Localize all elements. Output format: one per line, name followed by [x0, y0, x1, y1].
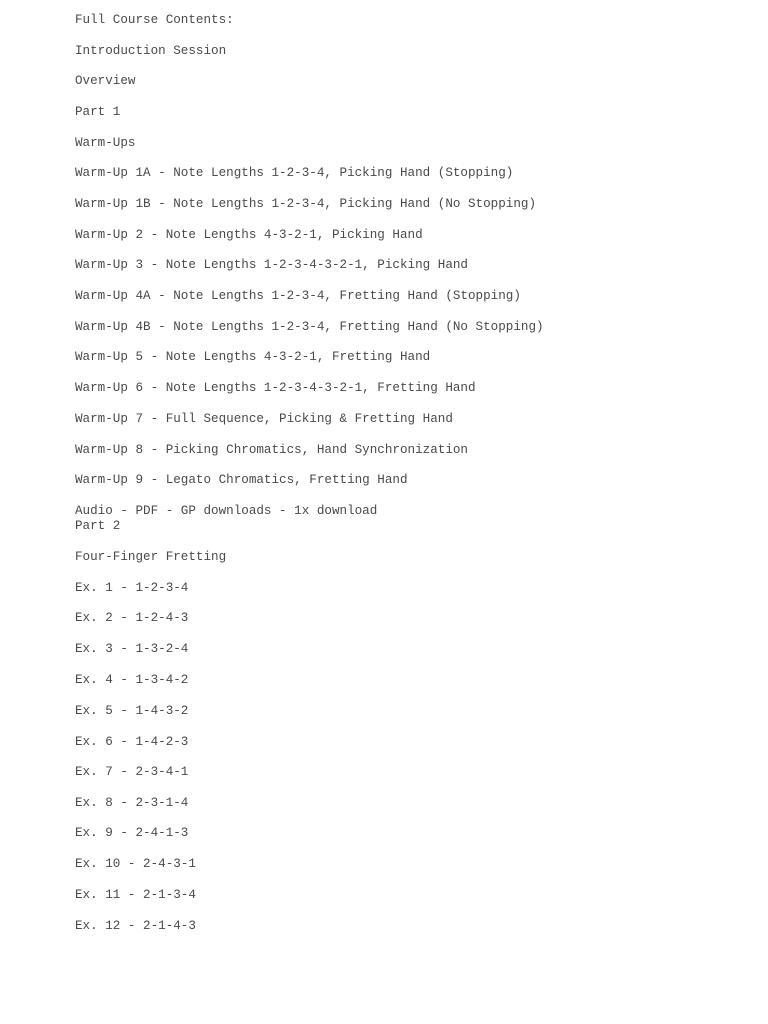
section-introduction: Introduction Session	[75, 44, 227, 58]
exercise-10: Ex. 10 - 2-4-3-1	[75, 857, 196, 871]
exercise-5: Ex. 5 - 1-4-3-2	[75, 704, 189, 718]
exercise-7: Ex. 7 - 2-3-4-1	[75, 765, 189, 779]
warm-up-4a: Warm-Up 4A - Note Lengths 1-2-3-4, Fretting Hand (Stopping)	[75, 289, 521, 303]
warm-up-1b: Warm-Up 1B - Note Lengths 1-2-3-4, Picking Hand (No Stopping)	[75, 197, 537, 211]
exercise-4: Ex. 4 - 1-3-4-2	[75, 673, 189, 687]
downloads-line: Audio - PDF - GP downloads - 1x download	[75, 504, 378, 518]
warm-ups-heading: Warm-Ups	[75, 136, 136, 150]
exercise-11: Ex. 11 - 2-1-3-4	[75, 888, 196, 902]
exercise-9: Ex. 9 - 2-4-1-3	[75, 826, 189, 840]
warm-up-5: Warm-Up 5 - Note Lengths 4-3-2-1, Fretting Hand	[75, 350, 431, 364]
exercise-12: Ex. 12 - 2-1-4-3	[75, 919, 196, 933]
document-title: Full Course Contents:	[75, 13, 234, 27]
warm-up-2: Warm-Up 2 - Note Lengths 4-3-2-1, Picking Hand	[75, 228, 423, 242]
warm-up-8: Warm-Up 8 - Picking Chromatics, Hand Synchronization	[75, 443, 468, 457]
exercise-3: Ex. 3 - 1-3-2-4	[75, 642, 189, 656]
part-1-heading: Part 1	[75, 105, 121, 119]
section-overview: Overview	[75, 74, 136, 88]
warm-up-4b: Warm-Up 4B - Note Lengths 1-2-3-4, Fretting Hand (No Stopping)	[75, 320, 544, 334]
exercise-6: Ex. 6 - 1-4-2-3	[75, 735, 189, 749]
four-finger-heading: Four-Finger Fretting	[75, 550, 227, 564]
warm-up-1a: Warm-Up 1A - Note Lengths 1-2-3-4, Picking Hand (Stopping)	[75, 166, 514, 180]
exercise-1: Ex. 1 - 1-2-3-4	[75, 581, 189, 595]
exercise-2: Ex. 2 - 1-2-4-3	[75, 611, 189, 625]
warm-up-6: Warm-Up 6 - Note Lengths 1-2-3-4-3-2-1, Fretting Hand	[75, 381, 476, 395]
warm-up-9: Warm-Up 9 - Legato Chromatics, Fretting Hand	[75, 473, 408, 487]
exercise-8: Ex. 8 - 2-3-1-4	[75, 796, 189, 810]
part-2-heading: Part 2	[75, 519, 121, 533]
warm-up-3: Warm-Up 3 - Note Lengths 1-2-3-4-3-2-1, Picking Hand	[75, 258, 468, 272]
warm-up-7: Warm-Up 7 - Full Sequence, Picking & Fretting Hand	[75, 412, 453, 426]
